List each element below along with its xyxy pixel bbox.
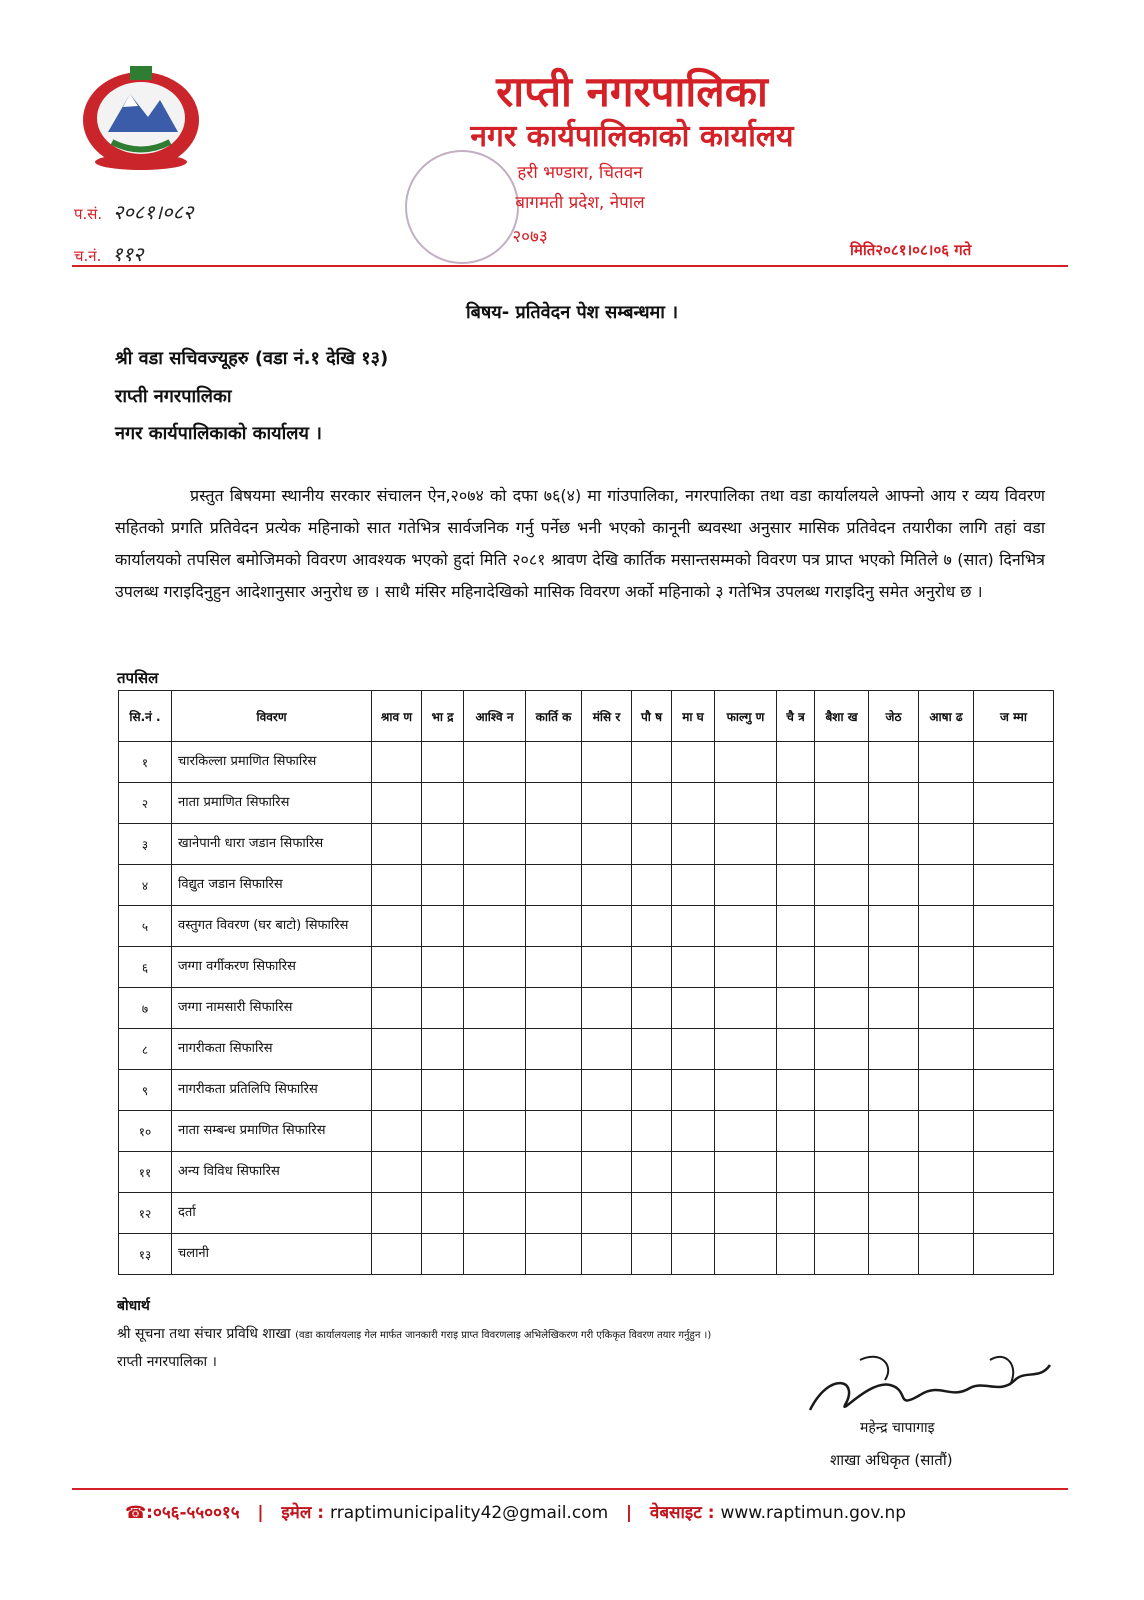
table-header-cell: आषा ढ bbox=[919, 691, 974, 742]
row-description: नाता प्रमाणित सिफारिस bbox=[172, 783, 372, 824]
empty-cell bbox=[582, 1029, 632, 1070]
cc-recipient: श्री सूचना तथा संचार प्रविधि शाखा bbox=[117, 1326, 291, 1342]
empty-cell bbox=[869, 1070, 919, 1111]
empty-cell bbox=[582, 1234, 632, 1275]
empty-cell bbox=[815, 988, 869, 1029]
empty-cell bbox=[372, 865, 422, 906]
empty-cell bbox=[526, 865, 582, 906]
empty-cell bbox=[715, 947, 777, 988]
row-serial: १ bbox=[119, 742, 172, 783]
row-description: जग्गा नामसारी सिफारिस bbox=[172, 988, 372, 1029]
footer-contact: ☎:०५६-५५००१५ | इमेल : rraptimunicipality42@gmail.com | वेबसाइट : www.raptimun.gov.np bbox=[125, 1503, 907, 1523]
empty-cell bbox=[372, 947, 422, 988]
empty-cell bbox=[372, 906, 422, 947]
empty-cell bbox=[464, 947, 526, 988]
row-serial: १० bbox=[119, 1111, 172, 1152]
empty-cell bbox=[869, 1029, 919, 1070]
empty-cell bbox=[464, 824, 526, 865]
empty-cell bbox=[919, 1111, 974, 1152]
empty-cell bbox=[815, 1234, 869, 1275]
table-row bbox=[119, 783, 1054, 824]
org-subtitle: नगर कार्यपालिकाको कार्यालय bbox=[470, 119, 794, 154]
empty-cell bbox=[869, 865, 919, 906]
empty-cell bbox=[974, 947, 1054, 988]
empty-cell bbox=[582, 783, 632, 824]
empty-cell bbox=[672, 865, 715, 906]
empty-cell bbox=[777, 783, 815, 824]
row-serial: ७ bbox=[119, 988, 172, 1029]
empty-cell bbox=[672, 1152, 715, 1193]
addressee-line-1: श्री वडा सचिवज्यूहरु (वडा नं.१ देखि १३) bbox=[115, 348, 389, 369]
empty-cell bbox=[372, 988, 422, 1029]
empty-cell bbox=[422, 988, 464, 1029]
empty-cell bbox=[777, 1111, 815, 1152]
empty-cell bbox=[869, 947, 919, 988]
empty-cell bbox=[715, 1029, 777, 1070]
empty-cell bbox=[632, 906, 672, 947]
table-row bbox=[119, 1152, 1054, 1193]
empty-cell bbox=[777, 1234, 815, 1275]
empty-cell bbox=[526, 1029, 582, 1070]
table-header-cell: सि.नं . bbox=[119, 691, 172, 742]
empty-cell bbox=[869, 824, 919, 865]
empty-cell bbox=[974, 742, 1054, 783]
empty-cell bbox=[777, 906, 815, 947]
empty-cell bbox=[715, 906, 777, 947]
empty-cell bbox=[974, 865, 1054, 906]
empty-cell bbox=[815, 1070, 869, 1111]
empty-cell bbox=[974, 1152, 1054, 1193]
address-line-1: हरी भण्डारा, चितवन bbox=[517, 163, 643, 183]
table-header-cell: मा घ bbox=[672, 691, 715, 742]
empty-cell bbox=[372, 1234, 422, 1275]
table-header-cell: जेठ bbox=[869, 691, 919, 742]
row-description: नाता सम्बन्ध प्रमाणित सिफारिस bbox=[172, 1111, 372, 1152]
row-serial: १३ bbox=[119, 1234, 172, 1275]
dispatch-value: ११२ bbox=[112, 242, 144, 266]
empty-cell bbox=[422, 947, 464, 988]
table-header-cell: श्राव ण bbox=[372, 691, 422, 742]
empty-cell bbox=[464, 1111, 526, 1152]
empty-cell bbox=[672, 783, 715, 824]
empty-cell bbox=[672, 988, 715, 1029]
ref-label: प.सं. bbox=[74, 205, 103, 223]
empty-cell bbox=[919, 1029, 974, 1070]
footer-email-label: इमेल : bbox=[281, 1503, 325, 1523]
empty-cell bbox=[632, 1070, 672, 1111]
empty-cell bbox=[715, 988, 777, 1029]
empty-cell bbox=[777, 1193, 815, 1234]
empty-cell bbox=[815, 1193, 869, 1234]
empty-cell bbox=[464, 742, 526, 783]
empty-cell bbox=[777, 988, 815, 1029]
empty-cell bbox=[715, 1152, 777, 1193]
table-header-cell: विवरण bbox=[172, 691, 372, 742]
empty-cell bbox=[422, 906, 464, 947]
empty-cell bbox=[582, 1111, 632, 1152]
table-row bbox=[119, 947, 1054, 988]
signature-icon bbox=[800, 1340, 1060, 1430]
footer-web-label: वेबसाइट : bbox=[649, 1503, 715, 1523]
empty-cell bbox=[526, 947, 582, 988]
empty-cell bbox=[869, 742, 919, 783]
empty-cell bbox=[582, 988, 632, 1029]
row-description: अन्य विविध सिफारिस bbox=[172, 1152, 372, 1193]
empty-cell bbox=[777, 1029, 815, 1070]
empty-cell bbox=[464, 1070, 526, 1111]
table-row bbox=[119, 1193, 1054, 1234]
table-row bbox=[119, 824, 1054, 865]
empty-cell bbox=[526, 1111, 582, 1152]
empty-cell bbox=[464, 783, 526, 824]
table-header-cell: चै त्र bbox=[777, 691, 815, 742]
empty-cell bbox=[672, 824, 715, 865]
table-header-cell: बैशा ख bbox=[815, 691, 869, 742]
empty-cell bbox=[869, 1234, 919, 1275]
table-row bbox=[119, 1029, 1054, 1070]
table-header-row bbox=[119, 691, 1054, 742]
empty-cell bbox=[869, 783, 919, 824]
empty-cell bbox=[777, 742, 815, 783]
empty-cell bbox=[672, 1029, 715, 1070]
cc-line-1 bbox=[117, 1324, 711, 1343]
empty-cell bbox=[974, 783, 1054, 824]
empty-cell bbox=[815, 1111, 869, 1152]
empty-cell bbox=[632, 865, 672, 906]
empty-cell bbox=[672, 947, 715, 988]
empty-cell bbox=[869, 988, 919, 1029]
empty-cell bbox=[526, 1070, 582, 1111]
empty-cell bbox=[422, 1193, 464, 1234]
table-header-cell: कार्ति क bbox=[526, 691, 582, 742]
empty-cell bbox=[632, 1152, 672, 1193]
empty-cell bbox=[974, 1193, 1054, 1234]
row-serial: ३ bbox=[119, 824, 172, 865]
table-row bbox=[119, 988, 1054, 1029]
empty-cell bbox=[777, 1152, 815, 1193]
cc-line-2: राप्ती नगरपालिका । bbox=[117, 1354, 217, 1370]
empty-cell bbox=[582, 742, 632, 783]
empty-cell bbox=[372, 742, 422, 783]
empty-cell bbox=[582, 947, 632, 988]
row-serial: ११ bbox=[119, 1152, 172, 1193]
empty-cell bbox=[526, 824, 582, 865]
row-serial: ८ bbox=[119, 1029, 172, 1070]
footer-email[interactable]: rraptimunicipality42@gmail.com bbox=[330, 1503, 609, 1523]
empty-cell bbox=[974, 824, 1054, 865]
row-description: चलानी bbox=[172, 1234, 372, 1275]
empty-cell bbox=[672, 1111, 715, 1152]
empty-cell bbox=[919, 906, 974, 947]
table-row bbox=[119, 1111, 1054, 1152]
header-divider bbox=[72, 265, 1068, 267]
empty-cell bbox=[632, 824, 672, 865]
cc-heading: बोधार्थ bbox=[117, 1298, 150, 1314]
empty-cell bbox=[974, 1234, 1054, 1275]
subject-line: बिषय- प्रतिवेदन पेश सम्बन्धमा । bbox=[465, 302, 679, 323]
empty-cell bbox=[715, 1070, 777, 1111]
empty-cell bbox=[815, 783, 869, 824]
empty-cell bbox=[919, 1070, 974, 1111]
row-description: चारकिल्ला प्रमाणित सिफारिस bbox=[172, 742, 372, 783]
empty-cell bbox=[464, 1193, 526, 1234]
table-header-cell: फाल्गु ण bbox=[715, 691, 777, 742]
addressee-line-3: नगर कार्यपालिकाको कार्यालय । bbox=[115, 423, 322, 444]
row-serial: २ bbox=[119, 783, 172, 824]
row-serial: १२ bbox=[119, 1193, 172, 1234]
empty-cell bbox=[919, 783, 974, 824]
empty-cell bbox=[715, 1111, 777, 1152]
empty-cell bbox=[422, 783, 464, 824]
ref-number-row bbox=[74, 198, 193, 225]
table-header-cell: ज म्मा bbox=[974, 691, 1054, 742]
empty-cell bbox=[526, 1234, 582, 1275]
empty-cell bbox=[815, 947, 869, 988]
empty-cell bbox=[632, 947, 672, 988]
empty-cell bbox=[919, 1234, 974, 1275]
table-header-cell: भा द्र bbox=[422, 691, 464, 742]
row-serial: ४ bbox=[119, 865, 172, 906]
empty-cell bbox=[672, 742, 715, 783]
row-serial: ५ bbox=[119, 906, 172, 947]
row-description: वस्तुगत विवरण (घर बाटो) सिफारिस bbox=[172, 906, 372, 947]
table-row bbox=[119, 1070, 1054, 1111]
empty-cell bbox=[815, 865, 869, 906]
empty-cell bbox=[526, 1193, 582, 1234]
empty-cell bbox=[974, 1111, 1054, 1152]
signatory-title: शाखा अधिकृत (सातौं) bbox=[830, 1451, 953, 1469]
empty-cell bbox=[715, 742, 777, 783]
empty-cell bbox=[672, 906, 715, 947]
empty-cell bbox=[422, 865, 464, 906]
table-header-cell: आश्वि न bbox=[464, 691, 526, 742]
empty-cell bbox=[919, 824, 974, 865]
dispatch-label: च.नं. bbox=[74, 247, 102, 265]
empty-cell bbox=[372, 1070, 422, 1111]
empty-cell bbox=[715, 824, 777, 865]
empty-cell bbox=[582, 1152, 632, 1193]
empty-cell bbox=[815, 1029, 869, 1070]
empty-cell bbox=[777, 1070, 815, 1111]
address-line-2: बागमती प्रदेश, नेपाल bbox=[515, 193, 645, 213]
row-serial: ६ bbox=[119, 947, 172, 988]
empty-cell bbox=[372, 1193, 422, 1234]
empty-cell bbox=[422, 1029, 464, 1070]
table-header-cell: पौ ष bbox=[632, 691, 672, 742]
empty-cell bbox=[974, 1029, 1054, 1070]
empty-cell bbox=[672, 1070, 715, 1111]
empty-cell bbox=[422, 1111, 464, 1152]
org-title: राप्ती नगरपालिका bbox=[496, 67, 768, 116]
empty-cell bbox=[372, 1152, 422, 1193]
empty-cell bbox=[777, 947, 815, 988]
row-description: दर्ता bbox=[172, 1193, 372, 1234]
row-description: नागरीकता सिफारिस bbox=[172, 1029, 372, 1070]
ref-value: २०८१।०८२ bbox=[112, 200, 194, 224]
empty-cell bbox=[919, 865, 974, 906]
empty-cell bbox=[526, 742, 582, 783]
row-description: खानेपानी धारा जडान सिफारिस bbox=[172, 824, 372, 865]
empty-cell bbox=[372, 1111, 422, 1152]
empty-cell bbox=[582, 1193, 632, 1234]
report-table bbox=[118, 690, 1054, 1275]
empty-cell bbox=[464, 1029, 526, 1070]
row-description: नागरीकता प्रतिलिपि सिफारिस bbox=[172, 1070, 372, 1111]
empty-cell bbox=[464, 1234, 526, 1275]
established-year: २०७३ bbox=[512, 227, 548, 247]
empty-cell bbox=[777, 865, 815, 906]
empty-cell bbox=[582, 865, 632, 906]
empty-cell bbox=[632, 1234, 672, 1275]
empty-cell bbox=[672, 1193, 715, 1234]
empty-cell bbox=[582, 1070, 632, 1111]
empty-cell bbox=[632, 988, 672, 1029]
body-paragraph: प्रस्तुत बिषयमा स्थानीय सरकार संचालन ऐन,२०७४ को दफा ७६(४) मा गांउपालिका, नगरपालिका तथा वडा कार्यालयले आफ्नो आय र व्यय विवरण सहितको प्रगति प्रतिवेदन प्रत्येक महिनाको सात गतेभित्र सार्वजनिक गर्नु पर्नेछ भनी भएको कानूनी ब्यवस्था अनुसार मासिक प्रतिवेदन तयारीका लागि तहां वडा कार्यालयको तपसिल बमोजिमको विवरण आवश्यक भएको हुदां मिति २०८१ श्रावण देखि कार्तिक मसान्तसम्मको विवरण पत्र प्राप्त भएको मितिले ७ (सात) दिनभित्र उपलब्ध गराइदिनुहुन आदेशानुसार अनुरोध छ । साथै मंसिर महिनादेखिको मासिक विवरण अर्को महिनाको ३ गतेभित्र उपलब्ध गराइदिनु समेत अनुरोध छ । bbox=[115, 486, 1045, 601]
empty-cell bbox=[869, 906, 919, 947]
footer-phone: ☎:०५६-५५००१५ bbox=[125, 1503, 240, 1523]
table-row bbox=[119, 742, 1054, 783]
empty-cell bbox=[715, 865, 777, 906]
empty-cell bbox=[372, 824, 422, 865]
row-description: विद्युत जडान सिफारिस bbox=[172, 865, 372, 906]
table-header-cell: मंसि र bbox=[582, 691, 632, 742]
table-row bbox=[119, 1234, 1054, 1275]
empty-cell bbox=[974, 906, 1054, 947]
empty-cell bbox=[632, 1111, 672, 1152]
empty-cell bbox=[422, 742, 464, 783]
empty-cell bbox=[815, 906, 869, 947]
empty-cell bbox=[815, 742, 869, 783]
empty-cell bbox=[526, 1152, 582, 1193]
empty-cell bbox=[919, 742, 974, 783]
empty-cell bbox=[464, 988, 526, 1029]
empty-cell bbox=[869, 1193, 919, 1234]
empty-cell bbox=[919, 1193, 974, 1234]
empty-cell bbox=[582, 906, 632, 947]
empty-cell bbox=[422, 824, 464, 865]
cc-instruction: (वडा कार्यालयलाइ गेल मार्फत जानकारी गराइ प्राप्त विवरणलाइ अभिलेखिकरण गरी एकिकृत विवरण तयार गर्नुहुन ।) bbox=[295, 1330, 712, 1341]
empty-cell bbox=[869, 1111, 919, 1152]
empty-cell bbox=[919, 1152, 974, 1193]
signatory-name: महेन्द्र चापागाइ bbox=[860, 1420, 935, 1436]
empty-cell bbox=[632, 1029, 672, 1070]
empty-cell bbox=[422, 1152, 464, 1193]
empty-cell bbox=[815, 824, 869, 865]
empty-cell bbox=[632, 783, 672, 824]
table-row bbox=[119, 906, 1054, 947]
empty-cell bbox=[715, 1234, 777, 1275]
empty-cell bbox=[632, 1193, 672, 1234]
empty-cell bbox=[632, 742, 672, 783]
footer-website[interactable]: www.raptimun.gov.np bbox=[720, 1503, 907, 1523]
footer-divider bbox=[72, 1488, 1068, 1490]
row-serial: ९ bbox=[119, 1070, 172, 1111]
empty-cell bbox=[715, 1193, 777, 1234]
addressee-line-2: राप्ती नगरपालिका bbox=[115, 386, 232, 407]
empty-cell bbox=[582, 824, 632, 865]
empty-cell bbox=[464, 906, 526, 947]
empty-cell bbox=[422, 1234, 464, 1275]
empty-cell bbox=[715, 783, 777, 824]
table-row bbox=[119, 865, 1054, 906]
empty-cell bbox=[464, 865, 526, 906]
letter-date: मिति२०८१।०८।०६ गते bbox=[850, 241, 972, 259]
empty-cell bbox=[526, 988, 582, 1029]
empty-cell bbox=[672, 1234, 715, 1275]
empty-cell bbox=[372, 1029, 422, 1070]
empty-cell bbox=[974, 1070, 1054, 1111]
empty-cell bbox=[815, 1152, 869, 1193]
empty-cell bbox=[422, 1070, 464, 1111]
empty-cell bbox=[526, 906, 582, 947]
empty-cell bbox=[919, 947, 974, 988]
row-description: जग्गा वर्गीकरण सिफारिस bbox=[172, 947, 372, 988]
empty-cell bbox=[372, 783, 422, 824]
empty-cell bbox=[919, 988, 974, 1029]
dispatch-number-row bbox=[74, 240, 143, 267]
empty-cell bbox=[777, 824, 815, 865]
empty-cell bbox=[869, 1152, 919, 1193]
empty-cell bbox=[464, 1152, 526, 1193]
empty-cell bbox=[974, 988, 1054, 1029]
empty-cell bbox=[526, 783, 582, 824]
schedule-label: तपसिल bbox=[117, 669, 159, 687]
